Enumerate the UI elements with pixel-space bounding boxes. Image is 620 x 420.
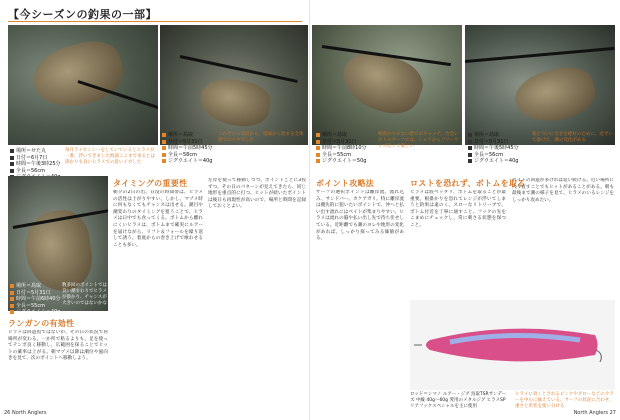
right-page — [310, 0, 620, 420]
section-heading-points: ポイント攻略法 — [316, 179, 375, 188]
catch-caption-4: 朝とついに引きを絶好のために、近ずいて掛けて、潮の変化がある — [532, 132, 613, 143]
lure-caption-2: ヒラメに効くとされるピンクやグローなどのカラーを中心に揃えている。サーフの状況に合わせ、重さと形状を使い分ける — [515, 392, 614, 409]
catch-caption-2: これぞ小の前段から、現場から始まる全体感でのイタでした — [218, 132, 304, 143]
catch-info-4: 場所＝鳥取 日付＝5月31日 時間＝午後5時45分 全長＝56cm ジグウエイト＝40g — [468, 132, 519, 165]
catch-info-1: 場所＝せた丸 日付＝6月7日 時間＝午後3時25分 全長＝56cm — [10, 148, 61, 181]
section-heading-timing: タイミングの重要性 — [113, 179, 188, 188]
catch-caption-1: 毎月ライセンシーをしていているとヒラメが一番、浮いてきました海面ここまで来るとは掛かりも良いヒラメでの思いイカした — [65, 148, 155, 165]
catch-photo-4 — [465, 25, 615, 145]
section-body-final: ベイトの回遊が多ければ追い続ける。近い場所に入り直すことでもヒットがあることがある。朝も最後まで潮の様子を見て、ヒラメのいるレンジをしっかり攻めたい。 — [512, 178, 614, 203]
section-body-continued: 左岸を使って移動しつつ、ポイントごとに3投ずつ。その日のパターンが見えてきたら、同じ地形を重点的に打つ。ヒットが続いたポイントは後日も再現性が高いので、場所と時間を記録しておくとよい。 — [208, 178, 306, 210]
page-number-right: North Anglers 27 — [573, 410, 616, 416]
title-rule — [8, 21, 302, 22]
catch-info-2: 場所＝鳥取 日付＝5月31日 時間＝午前5時45分 全長＝58cm ジグウエイト＝40g — [162, 132, 213, 165]
page-number-left: 26 North Anglers — [4, 410, 47, 416]
catch-caption-5: 数多回のポイントでは良い潮まわりでヒラメが掛かり、チャンスが大きいのではないかな — [62, 283, 107, 306]
article-title: 【今シーズンの釣果の一部】 — [8, 8, 157, 21]
lure-caption: ロッド＝シマノ ルアー・ジグ 鳥取TSRサンデーズ 中級 40g〜60g 愛用のメタルジグ ヒラメSP リアフックスペシャルを主に使用 — [410, 392, 507, 409]
section-heading-bottom: ロストを恐れず、ボトムを取る — [410, 179, 526, 188]
lure-photo — [410, 300, 615, 390]
section-body-bottom: ヒラメは底ベッタリ、ボトムを取ることが最重要。根掛かりを恐れてレンジが浮いてしまうと釣果は遠のく。スローなリトリーブで、ボトム付近を丁寧に通すこと。フックの先をこまめにチェックし、常に刺さる状態を保つこと。 — [410, 190, 506, 228]
catch-info-5: 場所＝鳥取 日付＝5月31日 時間＝午前6時40分 全長＝55cm ジグウエイト＝40g — [10, 283, 61, 316]
section-body-timing: 朝夕の2日の出、日没の時間帯は、ヒラメの活性は上がりやすい。しかし、マヅメ時に何もなくてもチャンスは出せる。潮目や潮変わりのタイミングを狙うことで、ヒラメは日中でも食ってくる。ボトムから離れにくいヒラメは、ボトムまで確実にルアーを届けながら、リフト＆フォールを繰り返して誘う。着底からの巻き上げで喰わせることも多い。 — [113, 190, 203, 248]
catch-info-3: 場所＝鳥取 日付＝5月31日 時間＝午前8時10分 全長＝55cm ジグウエイト＝50g — [316, 132, 367, 165]
catch-caption-3: 根掛かりのない際でのキャッチ。出会いがトのサーフでは、ショアからフリーサイズ近くで楽しい — [378, 132, 459, 149]
lure-image — [410, 300, 615, 390]
catch-photo-2 — [160, 25, 308, 145]
section-body-rungun: ヒラメは回遊魚ではないが、その日の状況で居場所が変わる。一か所で粘るよりも、足を使ってテンポ良く移動し、広範囲を探ることでヒットの確率は上がる。朝マヅメ以降は潮位や風向きを見て、次のポイントへ移動しよう。 — [8, 330, 108, 362]
section-body-points: サーフの選択ポイントは離岸流、流れ込み、サンドバー、カケアガリ。特に離岸流は優先的に狙いたいポイントで、沖へと払い出す流れにはベイトが集まりやすい。ヒラメは流れの脇や払い出し先で待ち伏せしている。近距離でも潮のヨレや地形の変化があれば、しっかり探ってみる価値がある。 — [316, 190, 404, 242]
hook-icon — [596, 350, 601, 362]
catch-photo-1 — [8, 25, 158, 145]
section-heading-rungun: ランガンの有効性 — [8, 319, 75, 328]
catch-photo-3 — [312, 25, 462, 145]
